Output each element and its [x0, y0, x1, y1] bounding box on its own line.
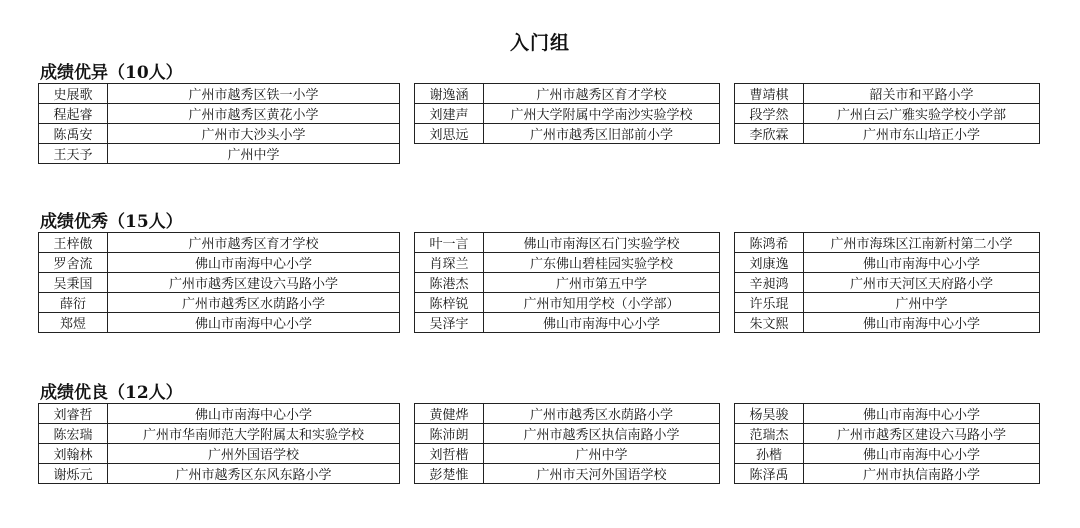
table-row	[415, 424, 720, 444]
table-row	[39, 464, 400, 484]
student-name: 程起睿	[39, 104, 108, 124]
table-row	[39, 313, 400, 333]
student-name: 刘康逸	[735, 253, 804, 273]
student-name: 刘睿哲	[39, 404, 108, 424]
student-school: 广州市天河区天府路小学	[804, 273, 1040, 293]
excellent-table-col-3	[734, 83, 1040, 144]
student-name: 郑煜	[39, 313, 108, 333]
student-name: 陈沛朗	[415, 424, 484, 444]
table-row	[39, 124, 400, 144]
student-school: 广州市知用学校（小学部）	[484, 293, 720, 313]
student-name: 肖琛兰	[415, 253, 484, 273]
student-school: 佛山市南海中心小学	[804, 313, 1040, 333]
excellent-table-col-1	[38, 83, 400, 164]
student-school: 广州中学	[108, 144, 400, 164]
outstanding-table-col-3	[734, 232, 1040, 333]
table-row	[415, 104, 720, 124]
table-row	[415, 273, 720, 293]
student-school: 佛山市南海中心小学	[108, 313, 400, 333]
student-school: 广州市越秀区执信南路小学	[484, 424, 720, 444]
student-name: 谢逸涵	[415, 84, 484, 104]
student-school: 佛山市南海中心小学	[108, 404, 400, 424]
table-row	[735, 404, 1040, 424]
student-name: 刘翰林	[39, 444, 108, 464]
student-name: 吴泽宇	[415, 313, 484, 333]
table-row	[39, 293, 400, 313]
table-row	[735, 84, 1040, 104]
student-school: 广州市越秀区育才学校	[484, 84, 720, 104]
table-row	[735, 273, 1040, 293]
student-school: 广州市越秀区建设六马路小学	[108, 273, 400, 293]
student-name: 史展歌	[39, 84, 108, 104]
student-school: 广州市华南师范大学附属太和实验学校	[108, 424, 400, 444]
section-heading-excellent: 成绩优异（10人）	[40, 63, 183, 83]
student-school: 广州市越秀区育才学校	[108, 233, 400, 253]
student-name: 辛昶鸿	[735, 273, 804, 293]
excellent-table-col-2	[414, 83, 720, 144]
student-school: 广州市越秀区建设六马路小学	[804, 424, 1040, 444]
student-school: 广州外国语学校	[108, 444, 400, 464]
table-row	[415, 404, 720, 424]
table-row	[415, 124, 720, 144]
student-school: 佛山市南海中心小学	[804, 253, 1040, 273]
student-school: 广州市海珠区江南新村第二小学	[804, 233, 1040, 253]
section-heading-outstanding: 成绩优秀（15人）	[40, 212, 183, 232]
student-name: 孙楷	[735, 444, 804, 464]
table-row	[39, 424, 400, 444]
table-row	[415, 293, 720, 313]
outstanding-table-col-2	[414, 232, 720, 333]
student-school: 佛山市南海中心小学	[804, 444, 1040, 464]
table-row	[735, 253, 1040, 273]
student-school: 广州市越秀区东风东路小学	[108, 464, 400, 484]
outstanding-table-col-1	[38, 232, 400, 333]
student-name: 刘建声	[415, 104, 484, 124]
student-name: 薛衍	[39, 293, 108, 313]
student-name: 杨昊骏	[735, 404, 804, 424]
student-school: 广州白云广雅实验学校小学部	[804, 104, 1040, 124]
student-name: 彭楚惟	[415, 464, 484, 484]
table-row	[415, 233, 720, 253]
student-school: 广州市越秀区水荫路小学	[108, 293, 400, 313]
table-row	[735, 313, 1040, 333]
student-school: 广州市越秀区水荫路小学	[484, 404, 720, 424]
student-school: 广东佛山碧桂园实验学校	[484, 253, 720, 273]
section-heading-good: 成绩优良（12人）	[40, 383, 183, 403]
table-row	[39, 404, 400, 424]
table-row	[735, 444, 1040, 464]
student-school: 佛山市南海中心小学	[484, 313, 720, 333]
student-school: 广州市执信南路小学	[804, 464, 1040, 484]
student-name: 刘哲楷	[415, 444, 484, 464]
table-row	[735, 293, 1040, 313]
student-school: 广州市天河外国语学校	[484, 464, 720, 484]
table-row	[39, 273, 400, 293]
student-name: 陈泽禹	[735, 464, 804, 484]
student-school: 佛山市南海中心小学	[108, 253, 400, 273]
table-row	[415, 444, 720, 464]
page-title: 入门组	[509, 32, 570, 54]
student-school: 广州大学附属中学南沙实验学校	[484, 104, 720, 124]
student-name: 许乐琨	[735, 293, 804, 313]
student-school: 广州市第五中学	[484, 273, 720, 293]
student-school: 韶关市和平路小学	[804, 84, 1040, 104]
table-row	[415, 253, 720, 273]
table-row	[39, 144, 400, 164]
good-table-col-2	[414, 403, 720, 484]
student-name: 陈禹安	[39, 124, 108, 144]
student-name: 陈鸿希	[735, 233, 804, 253]
table-row	[39, 84, 400, 104]
table-row	[415, 464, 720, 484]
good-table-col-1	[38, 403, 400, 484]
student-name: 陈梓锐	[415, 293, 484, 313]
student-name: 黄健烨	[415, 404, 484, 424]
good-table-col-3	[734, 403, 1040, 484]
student-name: 范瑞杰	[735, 424, 804, 444]
table-row	[39, 253, 400, 273]
student-name: 罗舍流	[39, 253, 108, 273]
table-row	[39, 104, 400, 124]
student-name: 刘思远	[415, 124, 484, 144]
student-name: 谢烁元	[39, 464, 108, 484]
table-row	[415, 84, 720, 104]
student-name: 叶一言	[415, 233, 484, 253]
student-name: 李欣霖	[735, 124, 804, 144]
student-school: 佛山市南海区石门实验学校	[484, 233, 720, 253]
student-school: 佛山市南海中心小学	[804, 404, 1040, 424]
student-school: 广州中学	[804, 293, 1040, 313]
student-school: 广州市越秀区旧部前小学	[484, 124, 720, 144]
student-name: 段学然	[735, 104, 804, 124]
student-name: 朱文熙	[735, 313, 804, 333]
table-row	[39, 233, 400, 253]
table-row	[735, 464, 1040, 484]
student-school: 广州市东山培正小学	[804, 124, 1040, 144]
student-name: 王梓傲	[39, 233, 108, 253]
student-name: 陈宏瑞	[39, 424, 108, 444]
table-row	[735, 233, 1040, 253]
student-name: 曹靖棋	[735, 84, 804, 104]
student-name: 陈港杰	[415, 273, 484, 293]
table-row	[415, 313, 720, 333]
student-school: 广州市越秀区黄花小学	[108, 104, 400, 124]
table-row	[735, 104, 1040, 124]
student-school: 广州市大沙头小学	[108, 124, 400, 144]
table-row	[39, 444, 400, 464]
table-row	[735, 124, 1040, 144]
student-school: 广州市越秀区铁一小学	[108, 84, 400, 104]
student-school: 广州中学	[484, 444, 720, 464]
student-name: 吴秉国	[39, 273, 108, 293]
table-row	[735, 424, 1040, 444]
student-name: 王天予	[39, 144, 108, 164]
